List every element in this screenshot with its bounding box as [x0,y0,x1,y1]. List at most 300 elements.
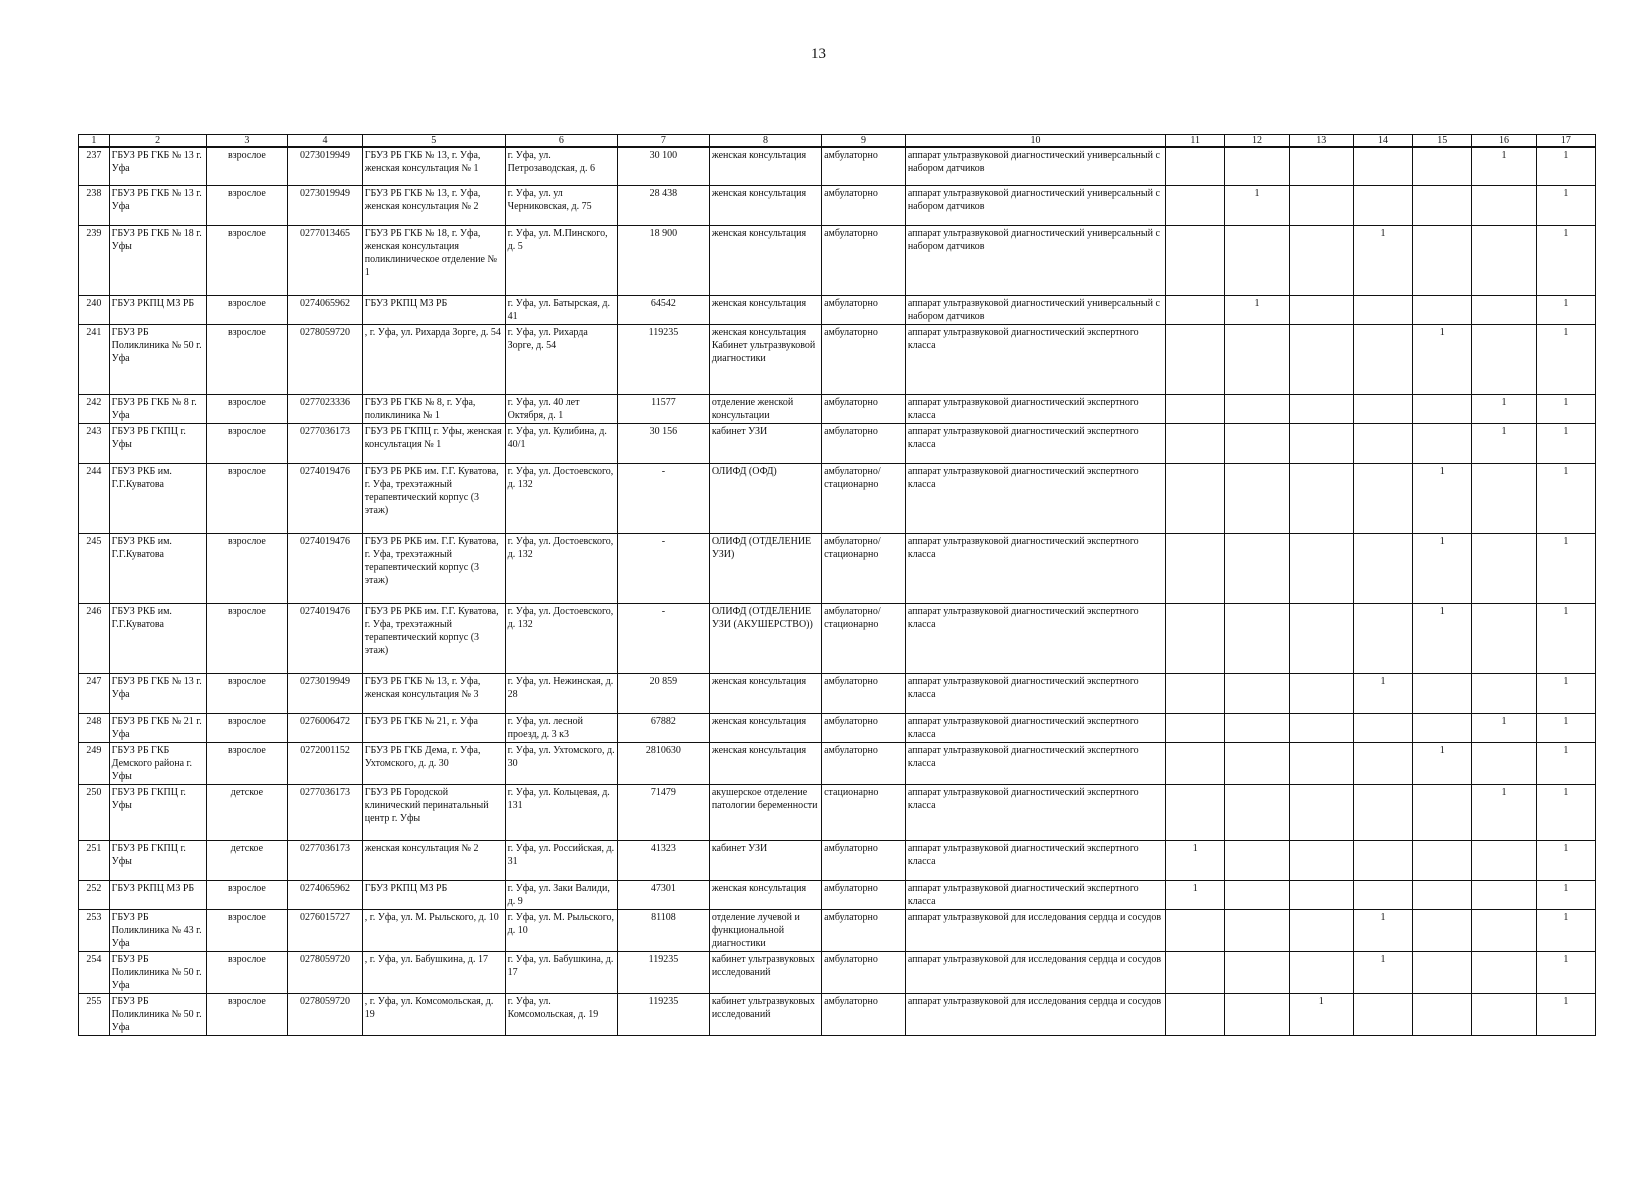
col17-cell: 1 [1536,742,1595,784]
organization-cell: ГБУЗ РКБ им. Г.Г.Куватова [109,603,206,673]
organization-cell: ГБУЗ РКПЦ МЗ РБ [109,295,206,324]
organization-cell: ГБУЗ РБ ГКПЦ г. Уфы [109,423,206,463]
address-cell: г. Уфа, ул. 40 лет Октября, д. 1 [505,394,617,423]
inn-cell: 0274019476 [288,603,363,673]
mode-cell: амбулаторно/ стационарно [822,463,906,533]
col12-cell [1225,225,1289,295]
device-cell: аппарат ультразвуковой диагностический экспертного класса [905,673,1165,713]
column-header: 14 [1353,135,1412,148]
mode-cell: амбулаторно [822,713,906,742]
device-cell: аппарат ультразвуковой диагностический экспертного класса [905,423,1165,463]
device-cell: аппарат ультразвуковой для исследования сердца и сосудов [905,951,1165,993]
unit-cell: ГБУЗ РБ ГКБ № 13, г. Уфа, женская консультация № 1 [362,147,505,185]
col14-cell [1353,713,1412,742]
inn-cell: 0274019476 [288,533,363,603]
column-header: 3 [206,135,288,148]
quantity-cell: - [617,533,709,603]
inn-cell: 0278059720 [288,324,363,394]
device-cell: аппарат ультразвуковой диагностический экспертного класса [905,840,1165,880]
col13-cell [1289,533,1353,603]
organization-cell: ГБУЗ РКПЦ МЗ РБ [109,880,206,909]
col16-cell [1472,840,1536,880]
mode-cell: стационарно [822,784,906,840]
col12-cell [1225,603,1289,673]
row-number: 238 [79,185,110,225]
department-cell: отделение женской консультации [709,394,821,423]
organization-cell: ГБУЗ РБ Поликлиника № 50 г. Уфа [109,951,206,993]
row-number: 243 [79,423,110,463]
mode-cell: амбулаторно [822,185,906,225]
table-row [79,225,1596,295]
category-cell: взрослое [206,909,288,951]
unit-cell: женская консультация № 2 [362,840,505,880]
col15-cell [1413,423,1472,463]
col17-cell: 1 [1536,423,1595,463]
department-cell: женская консультация [709,225,821,295]
table-row [79,951,1596,993]
col12-cell [1225,909,1289,951]
table-row [79,880,1596,909]
department-cell: ОЛИФД (ОТДЕЛЕНИЕ УЗИ (АКУШЕРСТВО)) [709,603,821,673]
inn-cell: 0277023336 [288,394,363,423]
col17-cell: 1 [1536,463,1595,533]
device-cell: аппарат ультразвуковой диагностический экспертного класса [905,603,1165,673]
col12-cell [1225,742,1289,784]
device-cell: аппарат ультразвуковой диагностический экспертного класса [905,533,1165,603]
col15-cell [1413,951,1472,993]
address-cell: г. Уфа, ул. Батырская, д. 41 [505,295,617,324]
table-row [79,909,1596,951]
inn-cell: 0277036173 [288,840,363,880]
column-header: 6 [505,135,617,148]
col11-cell [1166,324,1225,394]
address-cell: г. Уфа, ул. М.Пинского, д. 5 [505,225,617,295]
unit-cell: ГБУЗ РБ ГКБ № 18, г. Уфа, женская консультация поликлиническое отделение № 1 [362,225,505,295]
mode-cell: амбулаторно [822,394,906,423]
col11-cell [1166,713,1225,742]
unit-cell: ГБУЗ РБ ГКБ № 21, г. Уфа [362,713,505,742]
col14-cell [1353,993,1412,1035]
quantity-cell: 64542 [617,295,709,324]
inn-cell: 0273019949 [288,185,363,225]
col15-cell [1413,394,1472,423]
category-cell: взрослое [206,463,288,533]
col15-cell [1413,225,1472,295]
department-cell: кабинет УЗИ [709,423,821,463]
address-cell: г. Уфа, ул. Рихарда Зорге, д. 54 [505,324,617,394]
category-cell: взрослое [206,324,288,394]
col16-cell [1472,324,1536,394]
col14-cell [1353,784,1412,840]
col14-cell: 1 [1353,951,1412,993]
col13-cell [1289,840,1353,880]
row-number: 254 [79,951,110,993]
col14-cell [1353,880,1412,909]
col12-cell [1225,463,1289,533]
category-cell: взрослое [206,993,288,1035]
department-cell: кабинет УЗИ [709,840,821,880]
device-cell: аппарат ультразвуковой диагностический универсальный с набором датчиков [905,185,1165,225]
col16-cell [1472,185,1536,225]
inn-cell: 0274019476 [288,463,363,533]
quantity-cell: 81108 [617,909,709,951]
organization-cell: ГБУЗ РБ ГКПЦ г. Уфы [109,840,206,880]
col11-cell: 1 [1166,880,1225,909]
col11-cell [1166,993,1225,1035]
mode-cell: амбулаторно [822,423,906,463]
department-cell: отделение лучевой и функциональной диагностики [709,909,821,951]
category-cell: взрослое [206,423,288,463]
department-cell: женская консультация [709,147,821,185]
col13-cell [1289,394,1353,423]
quantity-cell: 71479 [617,784,709,840]
organization-cell: ГБУЗ РБ ГКБ № 13 г. Уфа [109,147,206,185]
col13-cell [1289,951,1353,993]
table-row [79,147,1596,185]
col13-cell [1289,147,1353,185]
address-cell: г. Уфа, ул. Кулибина, д. 40/1 [505,423,617,463]
col17-cell: 1 [1536,394,1595,423]
department-cell: женская консультация [709,742,821,784]
column-header: 7 [617,135,709,148]
col14-cell [1353,394,1412,423]
column-header: 10 [905,135,1165,148]
col12-cell [1225,673,1289,713]
table-row [79,993,1596,1035]
device-cell: аппарат ультразвуковой диагностический универсальный с набором датчиков [905,295,1165,324]
table-row [79,784,1596,840]
col14-cell [1353,324,1412,394]
category-cell: взрослое [206,225,288,295]
col12-cell: 1 [1225,185,1289,225]
category-cell: взрослое [206,394,288,423]
col13-cell [1289,423,1353,463]
col12-cell [1225,324,1289,394]
col12-cell [1225,840,1289,880]
quantity-cell: 30 100 [617,147,709,185]
header-row [79,135,1596,148]
quantity-cell: 28 438 [617,185,709,225]
col15-cell [1413,185,1472,225]
organization-cell: ГБУЗ РБ Поликлиника № 50 г. Уфа [109,993,206,1035]
col14-cell [1353,603,1412,673]
col15-cell [1413,909,1472,951]
column-header: 15 [1413,135,1472,148]
device-cell: аппарат ультразвуковой диагностический экспертного класса [905,784,1165,840]
row-number: 249 [79,742,110,784]
col13-cell [1289,185,1353,225]
row-number: 246 [79,603,110,673]
quantity-cell: - [617,603,709,673]
col17-cell: 1 [1536,147,1595,185]
organization-cell: ГБУЗ РБ Поликлиника № 43 г. Уфа [109,909,206,951]
inn-cell: 0276006472 [288,713,363,742]
column-header: 16 [1472,135,1536,148]
col17-cell: 1 [1536,295,1595,324]
address-cell: г. Уфа, ул. Комсомольская, д. 19 [505,993,617,1035]
row-number: 244 [79,463,110,533]
quantity-cell: 20 859 [617,673,709,713]
address-cell: г. Уфа, ул. ул Черниковская, д. 75 [505,185,617,225]
col17-cell: 1 [1536,880,1595,909]
department-cell: ОЛИФД (ОТДЕЛЕНИЕ УЗИ) [709,533,821,603]
col15-cell: 1 [1413,742,1472,784]
table-row [79,713,1596,742]
department-cell: женская консультация [709,295,821,324]
col13-cell [1289,742,1353,784]
table-row [79,394,1596,423]
col11-cell [1166,185,1225,225]
device-cell: аппарат ультразвуковой для исследования сердца и сосудов [905,993,1165,1035]
organization-cell: ГБУЗ РБ ГКБ № 13 г. Уфа [109,185,206,225]
col14-cell: 1 [1353,909,1412,951]
unit-cell: , г. Уфа, ул. Комсомольская, д. 19 [362,993,505,1035]
quantity-cell: 47301 [617,880,709,909]
row-number: 242 [79,394,110,423]
column-header: 11 [1166,135,1225,148]
col14-cell [1353,147,1412,185]
inn-cell: 0274065962 [288,295,363,324]
col16-cell [1472,673,1536,713]
mode-cell: амбулаторно [822,225,906,295]
organization-cell: ГБУЗ РБ ГКБ № 8 г. Уфа [109,394,206,423]
col12-cell [1225,394,1289,423]
address-cell: г. Уфа, ул. Петрозаводская, д. 6 [505,147,617,185]
col16-cell: 1 [1472,394,1536,423]
col12-cell: 1 [1225,295,1289,324]
address-cell: г. Уфа, ул. М. Рыльского, д. 10 [505,909,617,951]
category-cell: взрослое [206,951,288,993]
col13-cell [1289,784,1353,840]
column-header: 12 [1225,135,1289,148]
quantity-cell: 67882 [617,713,709,742]
category-cell: взрослое [206,673,288,713]
col16-cell [1472,463,1536,533]
table-row [79,533,1596,603]
table-row [79,742,1596,784]
equipment-table [78,134,1596,1036]
quantity-cell: 119235 [617,993,709,1035]
col11-cell [1166,742,1225,784]
unit-cell: , г. Уфа, ул. Бабушкина, д. 17 [362,951,505,993]
mode-cell: амбулаторно [822,673,906,713]
col16-cell [1472,742,1536,784]
quantity-cell: 119235 [617,951,709,993]
unit-cell: ГБУЗ РБ Городской клинический перинатальный центр г. Уфы [362,784,505,840]
col16-cell: 1 [1472,784,1536,840]
row-number: 252 [79,880,110,909]
inn-cell: 0278059720 [288,993,363,1035]
col11-cell [1166,295,1225,324]
device-cell: аппарат ультразвуковой диагностический экспертного класса [905,713,1165,742]
address-cell: г. Уфа, ул. Ухтомского, д. 30 [505,742,617,784]
col11-cell [1166,784,1225,840]
quantity-cell: 2810630 [617,742,709,784]
mode-cell: амбулаторно [822,880,906,909]
department-cell: кабинет ультразвуковых исследований [709,993,821,1035]
organization-cell: ГБУЗ РБ ГКБ № 21 г. Уфа [109,713,206,742]
mode-cell: амбулаторно [822,951,906,993]
organization-cell: ГБУЗ РБ Поликлиника № 50 г. Уфа [109,324,206,394]
column-header: 1 [79,135,110,148]
table-body [79,147,1596,1035]
quantity-cell: 11577 [617,394,709,423]
col15-cell [1413,713,1472,742]
table-row [79,324,1596,394]
col11-cell [1166,394,1225,423]
address-cell: г. Уфа, ул. Нежинская, д. 28 [505,673,617,713]
unit-cell: ГБУЗ РБ РКБ им. Г.Г. Куватова, г. Уфа, трехэтажный терапевтический корпус (3 этаж) [362,463,505,533]
department-cell: ОЛИФД (ОФД) [709,463,821,533]
inn-cell: 0276015727 [288,909,363,951]
equipment-table-container [78,134,1596,1036]
row-number: 245 [79,533,110,603]
col17-cell: 1 [1536,840,1595,880]
col11-cell [1166,463,1225,533]
col15-cell [1413,784,1472,840]
category-cell: взрослое [206,603,288,673]
device-cell: аппарат ультразвуковой диагностический универсальный с набором датчиков [905,225,1165,295]
col13-cell [1289,324,1353,394]
mode-cell: амбулаторно/ стационарно [822,533,906,603]
department-cell: кабинет ультразвуковых исследований [709,951,821,993]
col17-cell: 1 [1536,533,1595,603]
col17-cell: 1 [1536,324,1595,394]
category-cell: взрослое [206,880,288,909]
mode-cell: амбулаторно [822,840,906,880]
col14-cell [1353,463,1412,533]
col15-cell [1413,840,1472,880]
col12-cell [1225,147,1289,185]
department-cell: женская консультация [709,880,821,909]
table-row [79,840,1596,880]
col14-cell: 1 [1353,673,1412,713]
address-cell: г. Уфа, ул. Российская, д. 31 [505,840,617,880]
unit-cell: ГБУЗ РБ ГКБ Дема, г. Уфа, Ухтомского, д. д. 30 [362,742,505,784]
col15-cell: 1 [1413,324,1472,394]
inn-cell: 0278059720 [288,951,363,993]
department-cell: женская консультация [709,673,821,713]
address-cell: г. Уфа, ул. Достоевского, д. 132 [505,603,617,673]
device-cell: аппарат ультразвуковой диагностический экспертного класса [905,742,1165,784]
col15-cell: 1 [1413,533,1472,603]
table-row [79,295,1596,324]
device-cell: аппарат ультразвуковой диагностический экспертного класса [905,880,1165,909]
quantity-cell: - [617,463,709,533]
unit-cell: ГБУЗ РБ РКБ им. Г.Г. Куватова, г. Уфа, трехэтажный терапевтический корпус (3 этаж) [362,603,505,673]
organization-cell: ГБУЗ РБ ГКБ № 13 г. Уфа [109,673,206,713]
column-header: 8 [709,135,821,148]
column-header: 5 [362,135,505,148]
col17-cell: 1 [1536,225,1595,295]
mode-cell: амбулаторно [822,742,906,784]
address-cell: г. Уфа, ул. Бабушкина, д. 17 [505,951,617,993]
column-header: 2 [109,135,206,148]
unit-cell: ГБУЗ РБ ГКБ № 13, г. Уфа, женская консультация № 2 [362,185,505,225]
unit-cell: ГБУЗ РБ ГКБ № 8, г. Уфа, поликлиника № 1 [362,394,505,423]
address-cell: г. Уфа, ул. Заки Валиди, д. 9 [505,880,617,909]
col11-cell [1166,603,1225,673]
col16-cell [1472,603,1536,673]
table-row [79,463,1596,533]
col17-cell: 1 [1536,909,1595,951]
organization-cell: ГБУЗ РБ ГКБ Демского района г. Уфы [109,742,206,784]
inn-cell: 0273019949 [288,147,363,185]
col12-cell [1225,533,1289,603]
row-number: 247 [79,673,110,713]
inn-cell: 0273019949 [288,673,363,713]
col16-cell [1472,295,1536,324]
col11-cell [1166,909,1225,951]
unit-cell: , г. Уфа, ул. Рихарда Зорге, д. 54 [362,324,505,394]
col17-cell: 1 [1536,185,1595,225]
col12-cell [1225,713,1289,742]
row-number: 255 [79,993,110,1035]
col13-cell [1289,603,1353,673]
mode-cell: амбулаторно [822,909,906,951]
quantity-cell: 18 900 [617,225,709,295]
quantity-cell: 41323 [617,840,709,880]
col11-cell [1166,147,1225,185]
col17-cell: 1 [1536,673,1595,713]
department-cell: женская консультация Кабинет ультразвуковой диагностики [709,324,821,394]
col15-cell: 1 [1413,463,1472,533]
col14-cell [1353,742,1412,784]
page-number: 13 [811,46,826,62]
column-header: 17 [1536,135,1595,148]
inn-cell: 0277036173 [288,784,363,840]
row-number: 240 [79,295,110,324]
inn-cell: 0274065962 [288,880,363,909]
quantity-cell: 119235 [617,324,709,394]
unit-cell: ГБУЗ РКПЦ МЗ РБ [362,295,505,324]
col15-cell [1413,147,1472,185]
col12-cell [1225,784,1289,840]
unit-cell: ГБУЗ РКПЦ МЗ РБ [362,880,505,909]
col14-cell [1353,423,1412,463]
col12-cell [1225,880,1289,909]
inn-cell: 0277036173 [288,423,363,463]
col11-cell [1166,225,1225,295]
col13-cell [1289,463,1353,533]
category-cell: взрослое [206,742,288,784]
col12-cell [1225,951,1289,993]
organization-cell: ГБУЗ РКБ им. Г.Г.Куватова [109,533,206,603]
category-cell: взрослое [206,147,288,185]
col11-cell [1166,533,1225,603]
row-number: 253 [79,909,110,951]
row-number: 250 [79,784,110,840]
inn-cell: 0277013465 [288,225,363,295]
category-cell: детское [206,784,288,840]
department-cell: женская консультация [709,713,821,742]
mode-cell: амбулаторно [822,993,906,1035]
col16-cell [1472,225,1536,295]
device-cell: аппарат ультразвуковой диагностический экспертного класса [905,324,1165,394]
col15-cell [1413,880,1472,909]
col13-cell: 1 [1289,993,1353,1035]
col14-cell [1353,840,1412,880]
col16-cell [1472,993,1536,1035]
col17-cell: 1 [1536,993,1595,1035]
col15-cell: 1 [1413,603,1472,673]
category-cell: взрослое [206,533,288,603]
table-row [79,185,1596,225]
column-header: 13 [1289,135,1353,148]
device-cell: аппарат ультразвуковой диагностический экспертного класса [905,463,1165,533]
col17-cell: 1 [1536,784,1595,840]
quantity-cell: 30 156 [617,423,709,463]
